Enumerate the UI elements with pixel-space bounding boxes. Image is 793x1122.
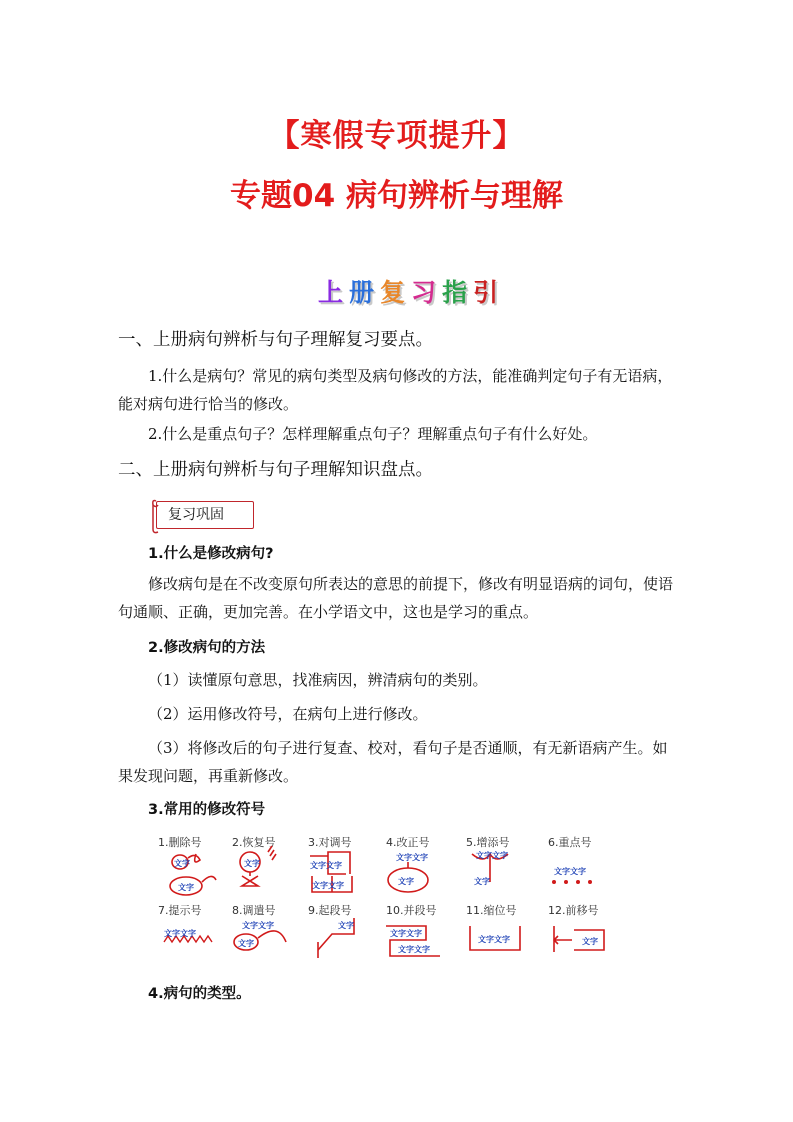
symbol-word: 文字文字 — [390, 929, 422, 938]
symbol-caption: 4.改正号 — [386, 836, 430, 849]
symbol-word: 文字文字 — [478, 935, 510, 944]
q2-title: 2.修改病句的方法 — [148, 640, 266, 656]
symbol-word: 文字 — [338, 921, 354, 930]
symbol-caption: 3.对调号 — [308, 836, 352, 849]
section1-item2: 2.什么是重点句子？怎样理解重点句子？理解重点句子有什么好处。 — [148, 425, 598, 443]
q2-step3: （3）将修改后的句子进行复查、校对，看句子是否通顺，有无新语病产生。如果发现问题，再重新修改。 — [118, 739, 668, 785]
symbol-word: 文字文字 — [554, 867, 586, 876]
banner-char: 上 — [318, 278, 344, 307]
section2-heading: 二、上册病句辨析与句子理解知识盘点。 — [118, 460, 433, 480]
banner-char: 指 — [442, 278, 468, 307]
banner-char: 册 — [349, 278, 375, 307]
q1-title: 1.什么是修改病句? — [148, 546, 274, 562]
symbol-caption: 8.调遣号 — [232, 904, 276, 917]
symbols-drawing-icon — [150, 830, 620, 970]
tag-label: 复习巩固 — [168, 507, 224, 523]
symbol-word: 文字文字 — [396, 853, 428, 862]
symbol-word: 文字文字 — [398, 945, 430, 954]
symbol-caption: 6.重点号 — [548, 836, 592, 849]
symbol-word: 文字 — [398, 877, 414, 886]
q2-step2: （2）运用修改符号，在病句上进行修改。 — [148, 705, 428, 723]
q3-title: 3.常用的修改符号 — [148, 802, 266, 818]
symbol-word: 文字 — [174, 859, 190, 868]
symbol-word: 文字文字 — [242, 921, 274, 930]
q2-step1: （1）读懂原句意思，找准病因，辨清病句的类别。 — [148, 671, 488, 689]
symbol-caption: 7.提示号 — [158, 904, 202, 917]
section1-heading: 一、上册病句辨析与句子理解复习要点。 — [118, 330, 433, 350]
symbol-caption: 9.起段号 — [308, 904, 352, 917]
symbol-word: 文字 — [244, 859, 260, 868]
banner-char: 引 — [473, 278, 499, 307]
correction-symbols-figure — [150, 830, 620, 970]
symbol-caption: 10.并段号 — [386, 904, 437, 917]
symbol-word: 文字文字 — [476, 851, 508, 860]
symbol-caption: 11.缩位号 — [466, 904, 517, 917]
q1-body: 修改病句是在不改变原句所表达的意思的前提下，修改有明显语病的词句，使语句通顺、正确，更加完善。在小学语文中，这也是学习的重点。 — [118, 575, 674, 621]
symbol-caption: 5.增添号 — [466, 836, 510, 849]
symbol-caption: 12.前移号 — [548, 904, 599, 917]
main-title: 【寒假专项提升】 — [268, 118, 525, 154]
q4-title: 4.病句的类型。 — [148, 986, 251, 1002]
symbol-caption: 2.恢复号 — [232, 836, 276, 849]
review-guide-banner — [318, 273, 518, 309]
symbol-word: 文字 — [238, 939, 254, 948]
subtitle: 专题04 病句辨析与理解 — [230, 178, 563, 214]
banner-char: 习 — [411, 278, 437, 307]
symbol-word: 文字文字 — [312, 881, 344, 890]
symbol-word: 文字文字 — [310, 861, 342, 870]
symbol-word: 文字 — [582, 937, 598, 946]
banner-char: 复 — [380, 278, 406, 307]
symbol-word: 文字 — [474, 877, 490, 886]
symbol-caption: 1.删除号 — [158, 836, 202, 849]
symbol-word: 文字文字 — [164, 929, 196, 938]
symbol-word: 文字 — [178, 883, 194, 892]
review-tag — [150, 496, 250, 530]
section1-item1: 1.什么是病句？常见的病句类型及病句修改的方法，能准确判定句子有无语病，能对病句进行恰当的修改。 — [118, 367, 673, 413]
